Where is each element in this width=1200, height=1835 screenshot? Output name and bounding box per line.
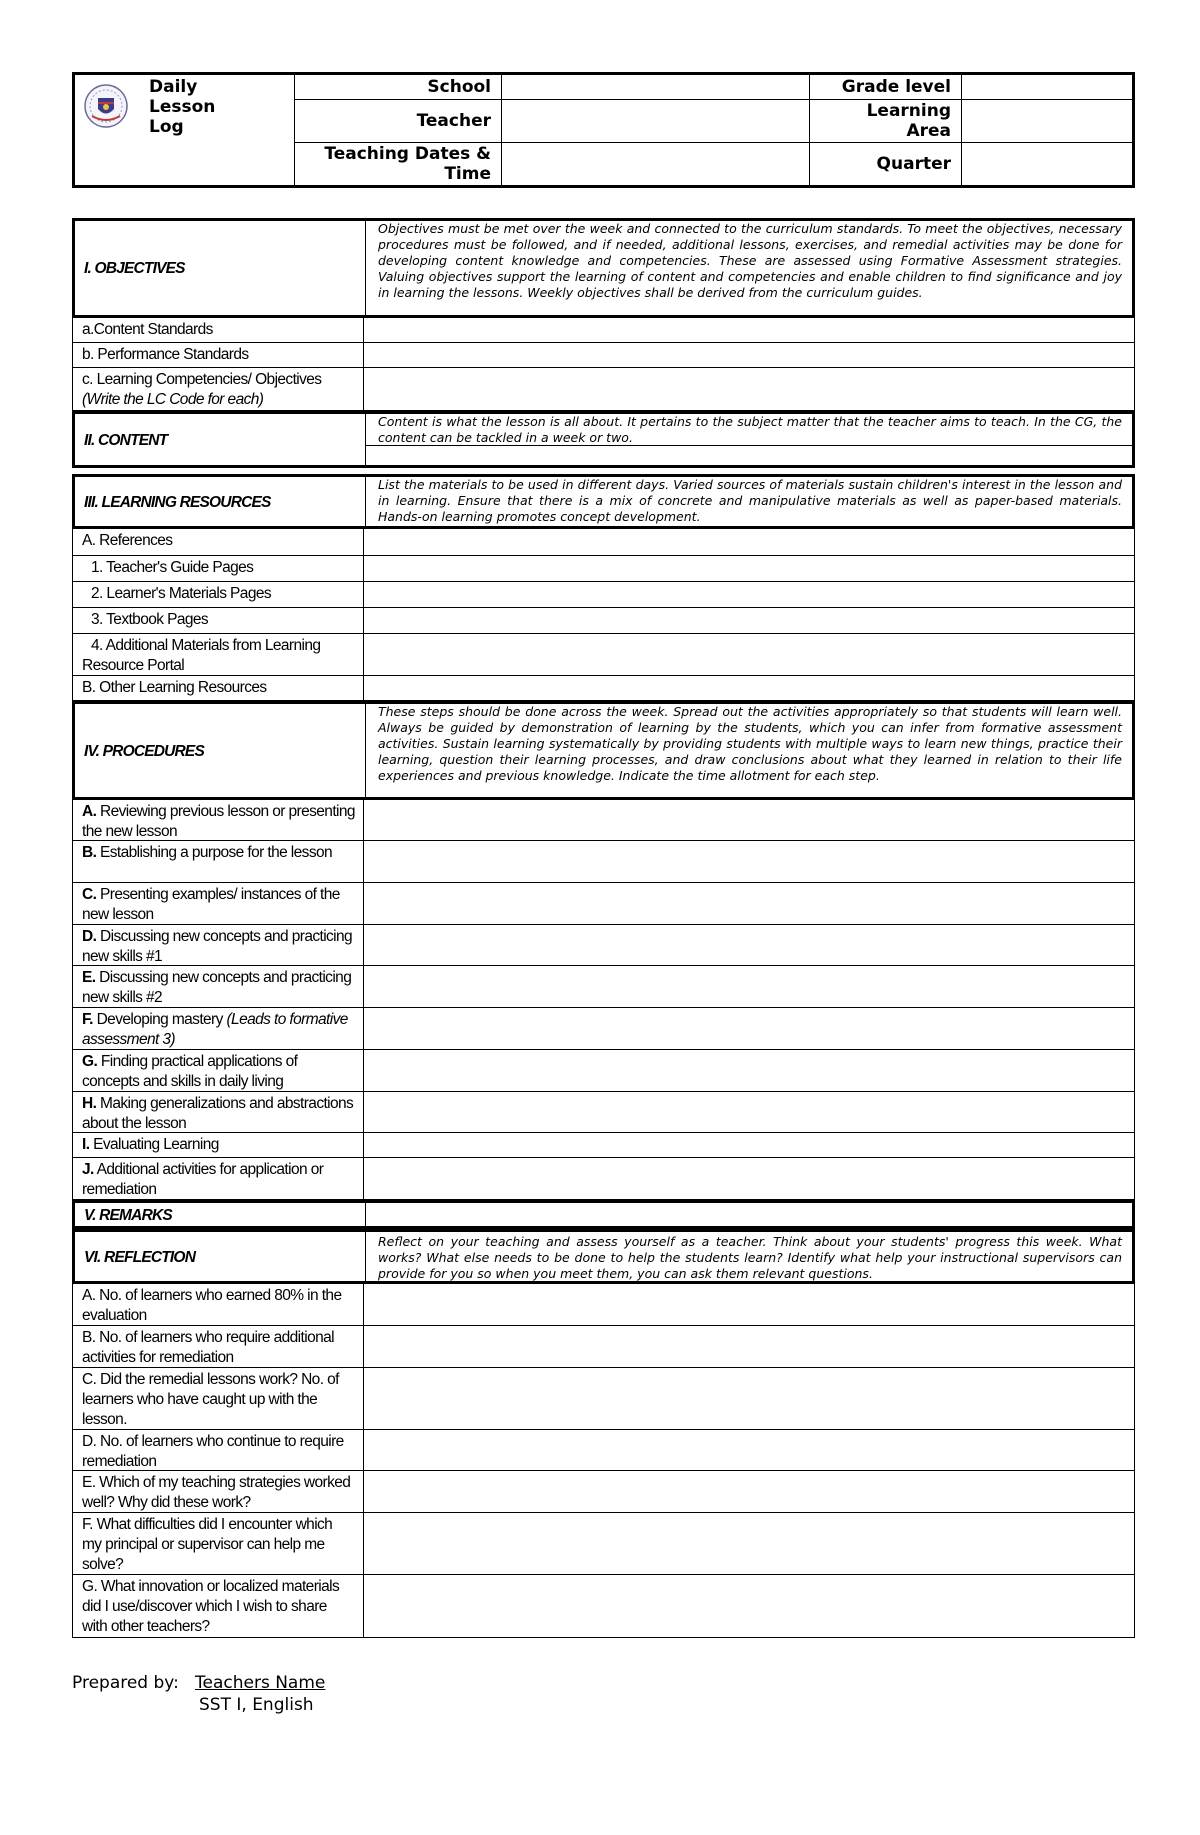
reflection-row (72, 1575, 1135, 1638)
objectives-note (366, 221, 1132, 315)
references-label: A. References (73, 529, 364, 555)
teachers-guide-field[interactable] (364, 556, 1134, 581)
reflection-field[interactable] (364, 1575, 1134, 1637)
textbook-pages-row (72, 608, 1135, 634)
teaching-dates-field[interactable] (502, 143, 810, 185)
reflection-row (72, 1430, 1135, 1471)
procedure-field[interactable] (364, 966, 1134, 1007)
reflection-question: A. No. of learners who earned 80% in the evaluation (73, 1284, 364, 1325)
reflection-field[interactable] (364, 1471, 1134, 1512)
procedures-label: IV. PROCEDURES (75, 704, 366, 797)
procedure-field[interactable] (364, 841, 1134, 882)
procedure-letter: J. (82, 1161, 94, 1178)
learning-competencies-label (73, 368, 364, 410)
procedure-row (72, 800, 1135, 841)
procedure-text: Finding practical applications of concepts and skills in daily living (82, 1053, 298, 1090)
reflection-row (72, 1326, 1135, 1368)
procedure-label (73, 1050, 364, 1091)
other-resources-label: B. Other Learning Resources (73, 676, 364, 700)
grade-level-field[interactable] (962, 75, 1132, 100)
teacher-name: Teachers Name (195, 1673, 326, 1693)
learners-materials-row (72, 582, 1135, 608)
reflection-section-row (72, 1229, 1135, 1284)
procedure-note: (Leads to formative assessment 3) (82, 1011, 348, 1048)
teacher-position: SST I, English (199, 1695, 314, 1715)
procedure-text: Making generalizations and abstractions about the lesson (82, 1095, 354, 1132)
content-label: II. CONTENT (75, 414, 366, 465)
objectives-label: I. OBJECTIVES (75, 221, 366, 315)
prepared-by-block (72, 1672, 326, 1715)
quarter-field[interactable] (962, 143, 1132, 185)
performance-standards-field[interactable] (364, 343, 1134, 367)
learners-materials-field[interactable] (364, 582, 1134, 607)
reflection-row (72, 1368, 1135, 1430)
procedures-note-text: These steps should be done across the week. Spread out the activities appropriately so that students will learn well. Always be guided by demonstration of learning by the students, which you can infer from formative assessment activities. Sustain learning systematically by providing students with multiple ways to learn new things, practice their learning, question their learning processes, and draw conclusions about what they learned in relation to their life experiences and previous knowledge. Indicate the time allotment for each step. (378, 704, 1122, 783)
procedure-field[interactable] (364, 800, 1134, 840)
procedure-row (72, 1133, 1135, 1158)
teaching-dates-label: Teaching Dates & Time (295, 143, 502, 185)
textbook-pages-label: 3. Textbook Pages (73, 608, 364, 633)
reflection-field[interactable] (364, 1430, 1134, 1470)
resources-label: III. LEARNING RESOURCES (75, 477, 366, 526)
procedure-label (73, 966, 364, 1007)
document-title (149, 77, 215, 137)
procedure-field[interactable] (364, 1008, 1134, 1049)
reflection-question: B. No. of learners who require additional activities for remediation (73, 1326, 364, 1367)
title-line: Daily (149, 77, 198, 97)
procedure-row (72, 1050, 1135, 1092)
procedure-text: Additional activities for application or remediation (82, 1161, 324, 1198)
learning-competencies-text: c. Learning Competencies/ Objectives (82, 371, 322, 388)
performance-standards-row (72, 343, 1135, 368)
content-note-text: Content is what the lesson is all about. It pertains to the subject matter that the teacher aims to teach. In the CG, the content can be tackled in a week or two. (378, 414, 1122, 445)
procedure-letter: B. (82, 844, 97, 861)
procedure-text: Reviewing previous lesson or presenting the new lesson (82, 803, 355, 840)
learning-competencies-row (72, 368, 1135, 411)
reflection-question: F. What difficulties did I encounter which my principal or supervisor can help me solve? (73, 1513, 364, 1574)
procedure-letter: I. (82, 1136, 90, 1153)
title-line: Lesson (149, 97, 216, 117)
other-resources-row (72, 676, 1135, 701)
content-standards-label: a.Content Standards (73, 318, 364, 342)
procedure-row (72, 1158, 1135, 1200)
additional-materials-label: 4. Additional Materials from Learning Resource Portal (73, 634, 364, 675)
procedure-letter: F. (82, 1011, 93, 1028)
reflection-row (72, 1284, 1135, 1326)
procedure-field[interactable] (364, 925, 1134, 965)
procedure-letter: A. (82, 803, 97, 820)
references-field[interactable] (364, 529, 1134, 555)
reflection-question: D. No. of learners who continue to require remediation (73, 1430, 364, 1470)
teachers-guide-label: 1. Teacher's Guide Pages (73, 556, 364, 581)
performance-standards-label: b. Performance Standards (73, 343, 364, 367)
procedure-label (73, 1158, 364, 1199)
procedure-letter: G. (82, 1053, 98, 1070)
procedure-field[interactable] (364, 1158, 1134, 1199)
reflection-field[interactable] (364, 1513, 1134, 1574)
procedure-label (73, 1133, 364, 1157)
additional-materials-row (72, 634, 1135, 676)
objectives-section-row (72, 218, 1135, 318)
content-section-row (72, 411, 1135, 468)
references-row (72, 529, 1135, 556)
school-field[interactable] (502, 75, 810, 100)
content-divider (366, 445, 1132, 446)
procedure-row (72, 1008, 1135, 1050)
learning-competencies-field[interactable] (364, 368, 1134, 410)
reflection-question: G. What innovation or localized materials did I use/discover which I wish to share with other teachers? (73, 1575, 364, 1637)
procedure-text: Discussing new concepts and practicing new skills #2 (82, 969, 352, 1006)
procedures-section-row (72, 701, 1135, 800)
content-standards-row (72, 318, 1135, 343)
remarks-label: V. REMARKS (75, 1203, 366, 1226)
reflection-note-text: Reflect on your teaching and assess yourself as a teacher. Think about your students' progress this week. What works? What else needs to be done to help the students learn? Identify what help your instructional supervisors can provide for you so when you meet them, you can ask them relevant questions. (378, 1234, 1122, 1281)
lc-code-note: (Write the LC Code for each) (82, 391, 264, 408)
teachers-guide-row (72, 556, 1135, 582)
procedure-label (73, 1008, 364, 1049)
procedure-letter: C. (82, 886, 97, 903)
procedure-row (72, 1092, 1135, 1133)
reflection-label: VI. REFLECTION (75, 1232, 366, 1281)
remarks-section-row (72, 1200, 1135, 1229)
procedure-label (73, 925, 364, 965)
procedure-letter: D. (82, 928, 97, 945)
resources-note-text: List the materials to be used in different days. Varied sources of materials sustain children's interest in the lesson and in learning. Ensure that there is a mix of concrete and manipulative materials as well as paper-based materials. Hands-on learning promotes concept development. (378, 477, 1122, 524)
procedure-row (72, 841, 1135, 883)
procedure-field[interactable] (364, 1050, 1134, 1091)
teacher-field[interactable] (502, 100, 810, 143)
resources-section-row (72, 474, 1135, 529)
reflection-field[interactable] (364, 1326, 1134, 1367)
textbook-pages-field[interactable] (364, 608, 1134, 633)
procedure-label (73, 800, 364, 840)
learners-materials-label: 2. Learner's Materials Pages (73, 582, 364, 607)
procedure-field[interactable] (364, 1133, 1134, 1157)
other-resources-field[interactable] (364, 676, 1134, 700)
title-line: Log (149, 117, 184, 137)
procedure-label (73, 841, 364, 882)
procedures-note (366, 704, 1132, 797)
reflection-question: C. Did the remedial lessons work? No. of learners who have caught up with the lesson. (73, 1368, 364, 1429)
procedure-field[interactable] (364, 1092, 1134, 1132)
logo-cell (75, 75, 295, 185)
procedure-row (72, 925, 1135, 966)
school-label: School (295, 75, 502, 100)
procedure-text: Discussing new concepts and practicing new skills #1 (82, 928, 353, 965)
teacher-label: Teacher (295, 100, 502, 143)
procedure-text: Presenting examples/ instances of the new lesson (82, 886, 340, 923)
remarks-field[interactable] (366, 1203, 1132, 1226)
header-table (72, 72, 1135, 188)
reflection-field[interactable] (364, 1368, 1134, 1429)
reflection-field[interactable] (364, 1284, 1134, 1325)
resources-note (366, 477, 1132, 526)
quarter-label: Quarter (810, 143, 962, 185)
objectives-note-text: Objectives must be met over the week and connected to the curriculum standards. To meet the objectives, necessary procedures must be followed, and if needed, additional lessons, exercises, and remedial activities may be done for developing content knowledge and competencies. These are assessed using Formative Assessment strategies. Valuing objectives support the learning of content and competencies and enable children to find significance and joy in learning the lessons. Weekly objectives shall be derived from the curriculum guides. (378, 221, 1122, 300)
procedure-row (72, 966, 1135, 1008)
procedure-label (73, 1092, 364, 1132)
procedure-row (72, 883, 1135, 925)
procedure-letter: H. (82, 1095, 97, 1112)
learning-area-label: Learning Area (810, 100, 962, 143)
grade-level-label: Grade level (810, 75, 962, 100)
prepared-by-label: Prepared by: (72, 1673, 179, 1693)
reflection-question: E. Which of my teaching strategies worked well? Why did these work? (73, 1471, 364, 1512)
procedure-label (73, 883, 364, 924)
procedure-field[interactable] (364, 883, 1134, 924)
reflection-row (72, 1471, 1135, 1513)
deped-seal-icon (83, 83, 129, 129)
additional-materials-field[interactable] (364, 634, 1134, 675)
reflection-row (72, 1513, 1135, 1575)
content-note (366, 414, 1132, 465)
procedure-letter: E. (82, 969, 96, 986)
learning-area-field[interactable] (962, 100, 1132, 143)
reflection-note (366, 1232, 1132, 1281)
procedure-text: Developing mastery (96, 1011, 223, 1028)
procedure-text: Evaluating Learning (93, 1136, 219, 1153)
content-standards-field[interactable] (364, 318, 1134, 342)
procedure-text: Establishing a purpose for the lesson (100, 844, 333, 861)
